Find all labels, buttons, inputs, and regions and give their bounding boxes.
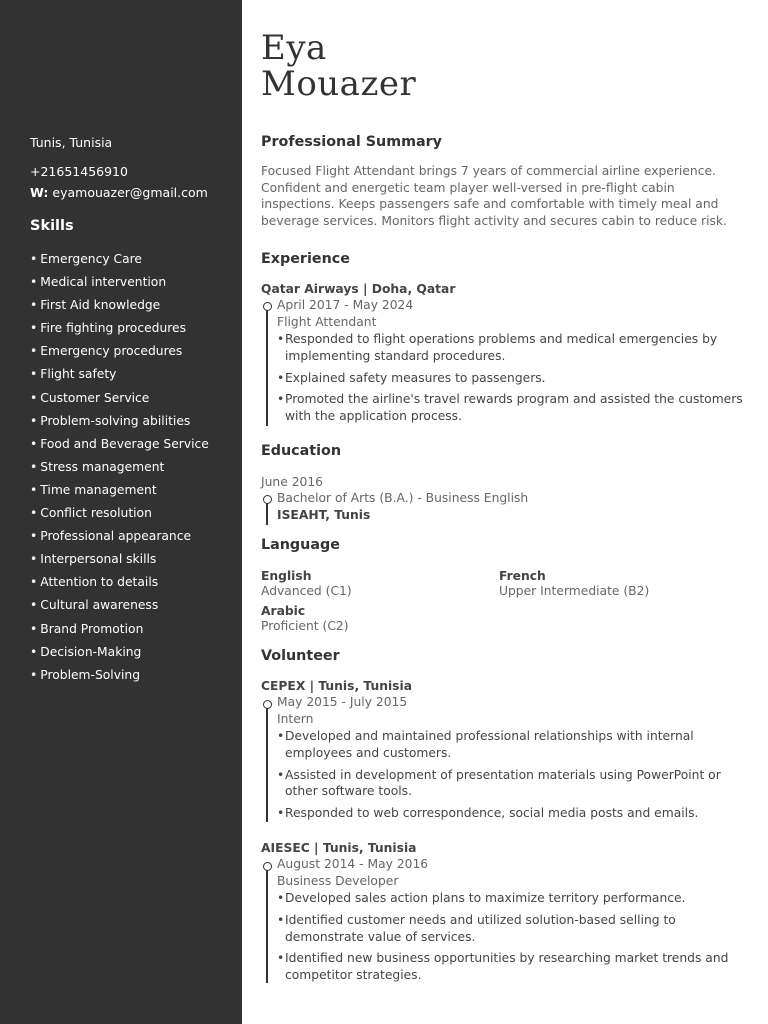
- skill-item: • Medical intervention: [30, 273, 209, 296]
- sidebar: [0, 0, 242, 1024]
- volunteer-heading: Volunteer: [261, 648, 340, 664]
- skills-heading: Skills: [30, 218, 74, 234]
- list-item: • Identified new business opportunities by researching market trends and competitor strategies.: [277, 950, 747, 984]
- volunteer-role: Business Developer: [277, 874, 399, 888]
- timeline-dot-icon: [263, 495, 272, 504]
- skill-item: • Problem-solving abilities: [30, 412, 209, 435]
- language-name: Arabic: [261, 604, 306, 618]
- skill-item: • Fire fighting procedures: [30, 319, 209, 342]
- volunteer-bullets: [277, 890, 747, 984]
- list-item: • Assisted in development of presentation materials using PowerPoint or other software tools.: [277, 767, 747, 801]
- list-item: • Developed and maintained professional relationships with internal employees and customers.: [277, 728, 747, 762]
- education-date: June 2016: [261, 475, 323, 489]
- contact-phone: +21651456910: [30, 164, 128, 179]
- skill-item: • Emergency Care: [30, 250, 209, 273]
- skill-item: • Stress management: [30, 458, 209, 481]
- skill-item: • Food and Beverage Service: [30, 435, 209, 458]
- education-heading: Education: [261, 443, 342, 459]
- list-item: • Identified customer needs and utilized solution-based selling to demonstrate value of services.: [277, 912, 747, 946]
- volunteer-org: CEPEX | Tunis, Tunisia: [261, 679, 412, 693]
- skill-item: • Flight safety: [30, 365, 209, 388]
- summary-heading: Professional Summary: [261, 134, 443, 150]
- list-item: • Responded to web correspondence, social media posts and emails.: [277, 805, 747, 822]
- timeline-dot-icon: [263, 700, 272, 709]
- contact-web: [30, 185, 208, 200]
- skill-item: • Conflict resolution: [30, 504, 209, 527]
- volunteer-dates: August 2014 - May 2016: [277, 857, 429, 871]
- first-name: Eya: [261, 28, 327, 68]
- language-name: English: [261, 569, 312, 583]
- list-item: • Responded to flight operations problems and medical emergencies by implementing standard procedures.: [277, 331, 747, 365]
- timeline-dot-icon: [263, 302, 272, 311]
- experience-heading: Experience: [261, 251, 350, 267]
- contact-email: eyamouazer@gmail.com: [52, 185, 208, 200]
- skill-item: • Time management: [30, 481, 209, 504]
- experience-timeline: [266, 304, 268, 426]
- language-heading: Language: [261, 537, 340, 553]
- skill-item: • Cultural awareness: [30, 596, 209, 619]
- list-item: • Explained safety measures to passengers.: [277, 370, 747, 387]
- skill-item: • Professional appearance: [30, 527, 209, 550]
- skill-item: • Customer Service: [30, 389, 209, 412]
- language-level: Upper Intermediate (B2): [499, 584, 650, 598]
- skill-item: • Problem-Solving: [30, 666, 209, 689]
- contact-web-label: W:: [30, 185, 49, 200]
- language-level: Advanced (C1): [261, 584, 352, 598]
- volunteer-dates: May 2015 - July 2015: [277, 695, 408, 709]
- skill-item: • Emergency procedures: [30, 342, 209, 365]
- last-name: Mouazer: [261, 64, 417, 104]
- experience-dates: April 2017 - May 2024: [277, 298, 414, 312]
- volunteer-org: AIESEC | Tunis, Tunisia: [261, 841, 417, 855]
- skill-item: • Brand Promotion: [30, 620, 209, 643]
- experience-bullets: [277, 331, 747, 425]
- experience-org: Qatar Airways | Doha, Qatar: [261, 282, 456, 296]
- skills-list: [30, 250, 209, 689]
- language-name: French: [499, 569, 546, 583]
- summary-text: Focused Flight Attendant brings 7 years of commercial airline experience. Confident and energetic team player well-versed in pre-flight cabin inspections. Keeps passengers safe and comfortable with timely meal and beverage services. Monitors flight activity and secures cabin to reduce risk.: [261, 164, 727, 228]
- timeline-dot-icon: [263, 862, 272, 871]
- education-degree: Bachelor of Arts (B.A.) - Business English: [277, 491, 529, 505]
- list-item: • Promoted the airline's travel rewards program and assisted the customers with the application process.: [277, 391, 747, 425]
- volunteer-timeline: [266, 705, 268, 822]
- skill-item: • Interpersonal skills: [30, 550, 209, 573]
- education-school: ISEAHT, Tunis: [277, 508, 371, 522]
- volunteer-role: Intern: [277, 712, 314, 726]
- volunteer-timeline: [266, 867, 268, 983]
- contact-location: Tunis, Tunisia: [30, 135, 113, 150]
- volunteer-bullets: [277, 728, 747, 822]
- candidate-name: [261, 30, 416, 102]
- skill-item: • Decision-Making: [30, 643, 209, 666]
- skill-item: • Attention to details: [30, 573, 209, 596]
- language-level: Proficient (C2): [261, 619, 349, 633]
- main-content: [261, 0, 751, 1024]
- skill-item: • First Aid knowledge: [30, 296, 209, 319]
- list-item: • Developed sales action plans to maximize territory performance.: [277, 890, 747, 907]
- experience-role: Flight Attendant: [277, 315, 377, 329]
